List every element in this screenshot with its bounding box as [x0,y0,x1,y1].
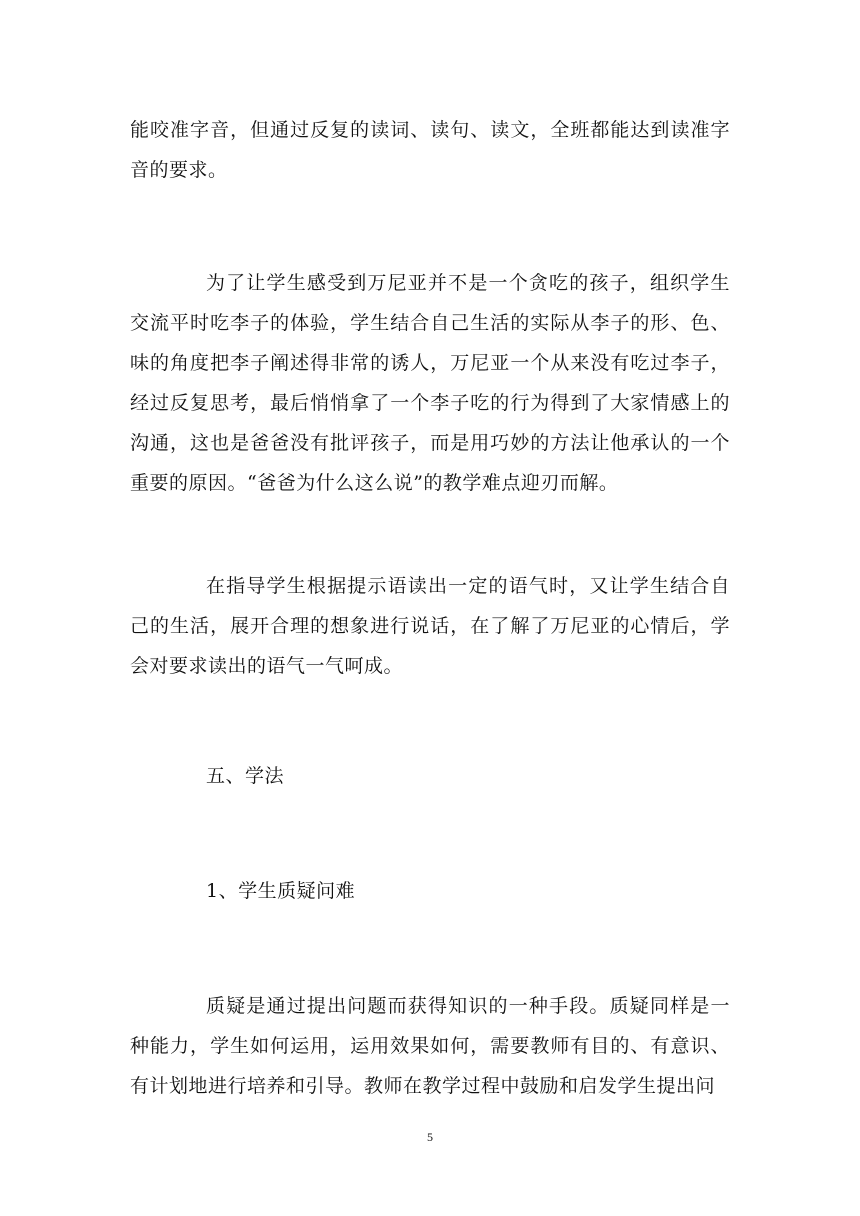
paragraph-continued: 能咬准字音，但通过反复的读词、读句、读文，全班都能达到读准字音的要求。 [130,119,730,181]
paragraph-questioning: 质疑是通过提出问题而获得知识的一种手段。质疑同样是一种能力，学生如何运用，运用效果如何，需要教师有目的、有意识、有计划地进行培养和引导。教师在教学过程中鼓励和启发学生提出问 [130,995,730,1097]
paragraph-tone-reading: 在指导学生根据提示语读出一定的语气时，又让学生结合自己的生活，展开合理的想象进行说话，在了解了万尼亚的心情后，学会对要求读出的语气一气呵成。 [130,575,730,677]
paragraph-plum-experience: 为了让学生感受到万尼亚并不是一个贪吃的孩子，组织学生交流平时吃李子的体验，学生结合自己生活的实际从李子的形、色、味的角度把李子阐述得非常的诱人，万尼亚一个从来没有吃过李子，经过反复思考，最后悄悄拿了一个李子吃的行为得到了大家情感上的沟通，这也是爸爸没有批评孩子，而是用巧妙的方法让他承认的一个重要的原因。“爸爸为什么这么说”的教学难点迎刃而解。 [130,272,730,494]
section-heading-study-method: 五、学法 [206,765,285,787]
subsection-heading-questioning: 1、学生质疑问难 [206,880,356,902]
page-number: 5 [427,1130,433,1144]
